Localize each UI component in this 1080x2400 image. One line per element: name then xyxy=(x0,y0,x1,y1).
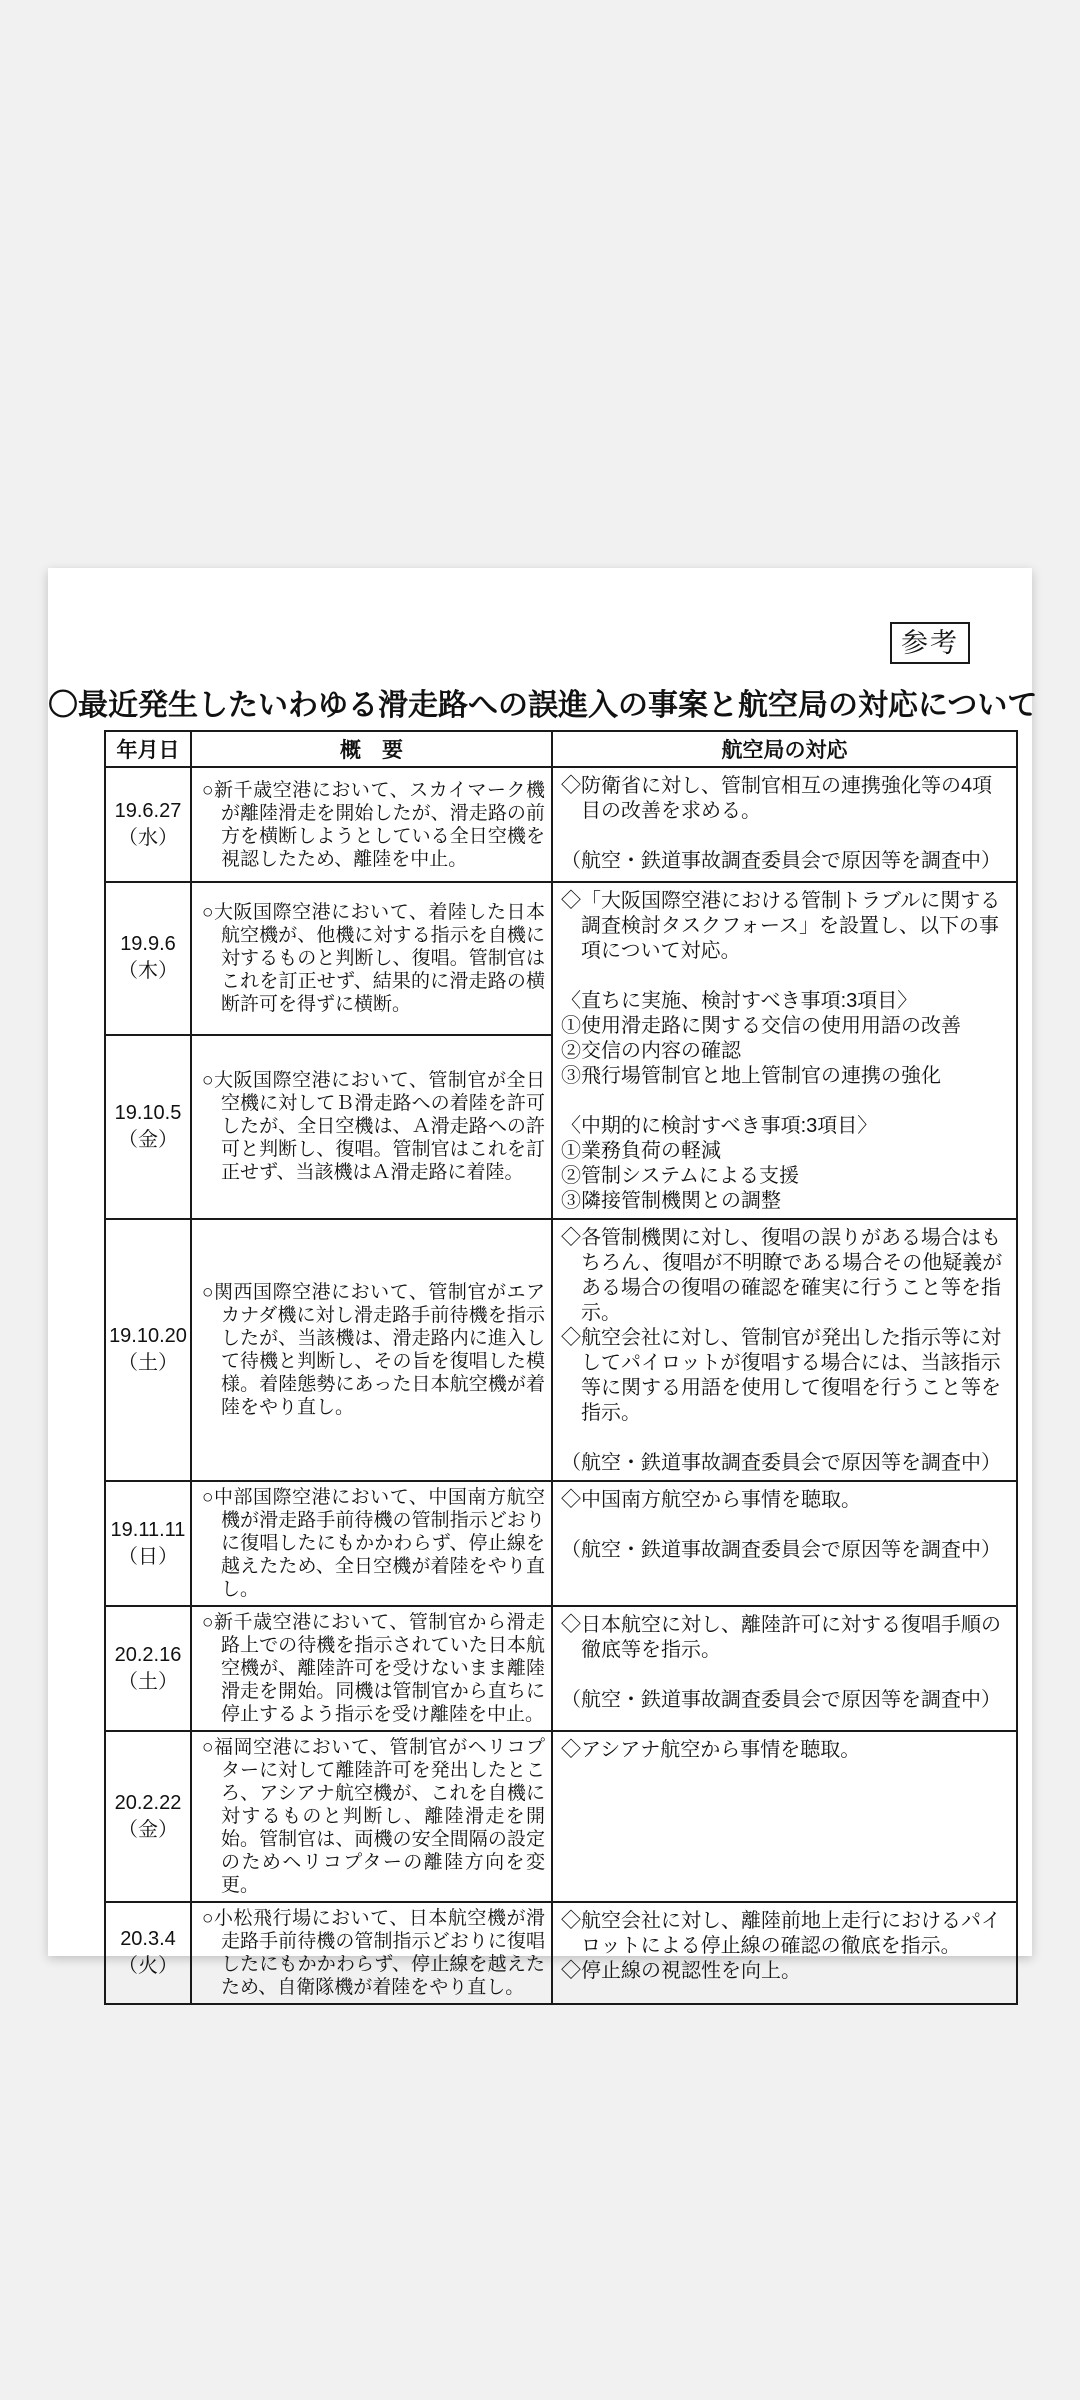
summary-cell xyxy=(191,1731,552,1902)
response-line: 〈直ちに実施、検討すべき事項:3項目〉 xyxy=(561,990,918,1012)
date-weekday: （金） xyxy=(118,1128,178,1151)
response-line: ①業務負荷の軽減 xyxy=(561,1140,721,1162)
response-line: ◇日本航空に対し、離陸許可に対する復唱手順の徹底等を指示。 xyxy=(561,1614,1001,1661)
date-value: 20.2.16 xyxy=(114,1643,182,1666)
date-weekday: （水） xyxy=(118,826,178,849)
date-cell xyxy=(105,767,191,882)
response-cell xyxy=(552,1731,1017,1902)
summary-text: ○福岡空港において、管制官がヘリコプターに対して離陸許可を発出したところ、アシアナ航空機が、これを自機に対するものと判断し、離陸滑走を開始。管制官は、両機の安全間隔の設定のためヘリコプターの離陸方向を変更。 xyxy=(202,1737,545,1896)
summary-text: ○大阪国際空港において、管制官が全日空機に対してＢ滑走路への着陸を許可したが、全日空機は、Ａ滑走路への許可と判断し、復唱。管制官はこれを訂正せず、当該機はＡ滑走路に着陸。 xyxy=(202,1070,545,1184)
response-line: ◇防衛省に対し、管制官相互の連携強化等の4項目の改善を求める。 xyxy=(561,775,993,822)
table-row xyxy=(105,1606,1017,1731)
summary-text: ○関西国際空港において、管制官がエアカナダ機に対し滑走路手前待機を指示したが、当該機は、滑走路内に進入して待機と判断し、その旨を復唱した模様。着陸態勢にあった日本航空機が着陸をやり直し。 xyxy=(202,1282,545,1418)
response-line: ③隣接管制機関との調整 xyxy=(561,1190,781,1212)
date-cell xyxy=(105,1902,191,2004)
date-cell xyxy=(105,1606,191,1731)
response-line: （航空・鉄道事故調査委員会で原因等を調査中） xyxy=(561,850,1001,872)
date-value: 19.10.5 xyxy=(114,1101,182,1124)
date-value: 19.6.27 xyxy=(114,799,182,822)
summary-cell xyxy=(191,1606,552,1731)
date-weekday: （土） xyxy=(118,1670,178,1693)
response-line: ◇アシアナ航空から事情を聴取。 xyxy=(561,1739,861,1761)
date-weekday: （土） xyxy=(118,1352,178,1374)
response-line: ◇中国南方航空から事情を聴取。 xyxy=(561,1489,861,1511)
summary-cell xyxy=(191,767,552,882)
response-line: ◇各管制機関に対し、復唱の誤りがある場合はもちろん、復唱が不明瞭である場合その他疑義がある場合の復唱の確認を確実に行うこと等を指示。 xyxy=(561,1227,1003,1324)
response-line: 〈中期的に検討すべき事項:3項目〉 xyxy=(561,1115,878,1137)
date-cell xyxy=(105,1481,191,1606)
incident-table xyxy=(104,730,1018,2005)
date-weekday: （木） xyxy=(118,960,178,983)
response-line: （航空・鉄道事故調査委員会で原因等を調査中） xyxy=(561,1689,1001,1711)
column-header-date: 年月日 xyxy=(105,731,191,767)
response-line xyxy=(561,1663,1010,1688)
document-page xyxy=(48,568,1038,1998)
summary-text: ○中部国際空港において、中国南方航空機が滑走路手前待機の管制指示どおりに復唱したにもかかわらず、停止線を越えたため、全日空機が着陸をやり直し。 xyxy=(202,1487,545,1600)
date-value: 19.11.11 xyxy=(110,1518,186,1541)
table-row xyxy=(105,1481,1017,1606)
summary-cell xyxy=(191,1481,552,1606)
response-cell xyxy=(552,1481,1017,1606)
date-value: 19.9.6 xyxy=(120,933,176,956)
reference-badge: 参考 xyxy=(890,622,970,664)
response-line: ②交信の内容の確認 xyxy=(561,1040,741,1062)
summary-cell xyxy=(191,1902,552,2004)
response-line xyxy=(561,1426,1010,1451)
response-cell xyxy=(552,767,1017,882)
summary-cell xyxy=(191,1035,552,1219)
date-cell xyxy=(105,1219,191,1481)
table-row xyxy=(105,882,1017,1035)
response-line: ③飛行場管制官と地上管制官の連携の強化 xyxy=(561,1065,941,1087)
summary-cell xyxy=(191,882,552,1035)
response-line: ◇「大阪国際空港における管制トラブルに関する調査検討タスクフォース」を設置し、以下の事項について対応。 xyxy=(561,890,1001,962)
response-line xyxy=(561,1089,1010,1114)
date-cell xyxy=(105,1731,191,1902)
summary-cell xyxy=(191,1219,552,1481)
response-line xyxy=(561,964,1010,989)
table-row xyxy=(105,767,1017,882)
summary-text: ○新千歳空港において、スカイマーク機が離陸滑走を開始したが、滑走路の前方を横断しようとしている全日空機を視認したため、離陸を中止。 xyxy=(202,779,545,870)
table-row xyxy=(105,1731,1017,1902)
response-line: ◇航空会社に対し、離陸前地上走行におけるパイロットによる停止線の確認の徹底を指示。 xyxy=(561,1910,1001,1957)
response-line: （航空・鉄道事故調査委員会で原因等を調査中） xyxy=(561,1452,1001,1474)
summary-text: ○小松飛行場において、日本航空機が滑走路手前待機の管制指示どおりに復唱したにもかかわらず、停止線を越えたため、自衛隊機が着陸をやり直し。 xyxy=(202,1908,545,1998)
response-line: ◇航空会社に対し、管制官が発出した指示等に対してパイロットが復唱する場合には、当該指示等に関する用語を使用して復唱を行うこと等を指示。 xyxy=(561,1327,1001,1424)
table-row xyxy=(105,1219,1017,1481)
response-line: ①使用滑走路に関する交信の使用用語の改善 xyxy=(561,1015,961,1037)
response-cell-merged xyxy=(552,882,1017,1219)
response-line: ◇停止線の視認性を向上。 xyxy=(561,1960,801,1982)
response-line: （航空・鉄道事故調査委員会で原因等を調査中） xyxy=(561,1539,1001,1561)
summary-text: ○大阪国際空港において、着陸した日本航空機が、他機に対する指示を自機に対するものと判断し、復唱。管制官はこれを訂正せず、結果的に滑走路の横断許可を得ずに横断。 xyxy=(202,901,545,1015)
summary-text: ○新千歳空港において、管制官から滑走路上での待機を指示されていた日本航空機が、離陸許可を受けないまま離陸滑走を開始。同機は管制官から直ちに停止するよう指示を受け離陸を中止。 xyxy=(202,1612,545,1725)
date-value: 19.10.20 xyxy=(109,1325,187,1347)
response-line: ②管制システムによる支援 xyxy=(561,1165,799,1187)
response-line xyxy=(561,1513,1010,1538)
document-title: 〇最近発生したいわゆる滑走路への誤進入の事案と航空局の対応について xyxy=(48,689,1038,722)
column-header-response: 航空局の対応 xyxy=(552,731,1017,767)
response-cell xyxy=(552,1902,1017,2004)
table-row xyxy=(105,1902,1017,2004)
response-cell xyxy=(552,1606,1017,1731)
date-cell xyxy=(105,1035,191,1219)
response-cell xyxy=(552,1219,1017,1481)
table-header-row xyxy=(105,731,1017,767)
date-weekday: （火） xyxy=(118,1955,178,1977)
column-header-summary: 概 要 xyxy=(191,731,552,767)
date-weekday: （日） xyxy=(118,1545,178,1568)
date-value: 20.2.22 xyxy=(114,1791,182,1814)
date-cell xyxy=(105,882,191,1035)
response-line xyxy=(561,824,1010,849)
date-value: 20.3.4 xyxy=(120,1928,176,1950)
date-weekday: （金） xyxy=(118,1818,178,1841)
